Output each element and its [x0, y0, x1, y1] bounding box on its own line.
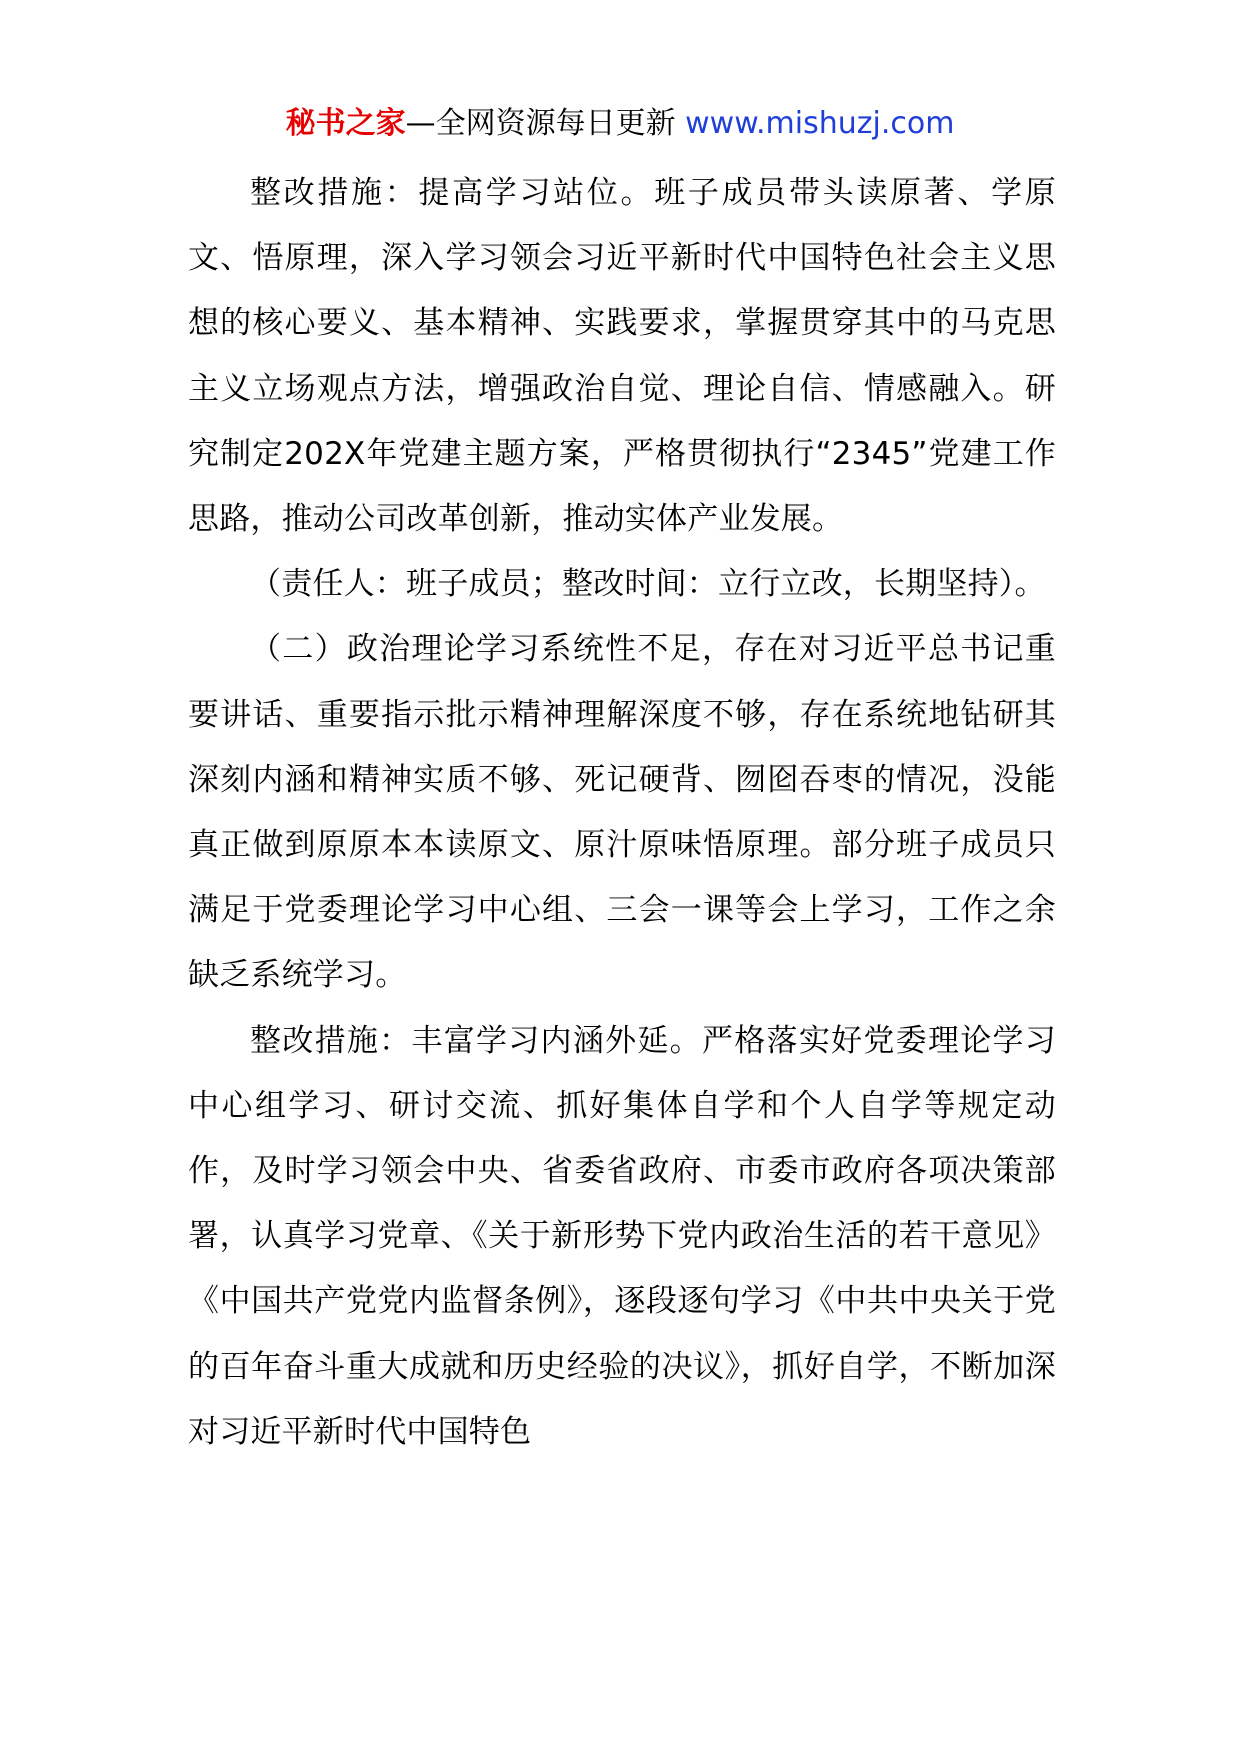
page-header	[0, 98, 1240, 150]
paragraph-rectification-measures-2: 整改措施：丰富学习内涵外延。严格落实好党委理论学习中心组学习、研讨交流、抓好集体自学和个人自学等规定动作，及时学习领会中央、省委省政府、市委市政府各项决策部署，认真学习党章、《关于新形势下党内政治生活的若干意见》《中国共产党党内监督条例》，逐段逐句学习《中共中央关于党的百年奋斗重大成就和历史经验的决议》，抓好自学，不断加深对习近平新时代中国特色	[188, 1022, 1056, 1450]
document-body	[188, 161, 1056, 1465]
site-url: www.mishuzj.com	[685, 106, 955, 141]
header-slogan: —全网资源每日更新	[405, 106, 676, 141]
paragraph-rectification-measures-1: 整改措施：提高学习站位。班子成员带头读原著、学原文、悟原理，深入学习领会习近平新时代中国特色社会主义思想的核心要义、基本精神、实践要求，掌握贯穿其中的马克思主义立场观点方法，增强政治自觉、理论自信、情感融入。研究制定202X年党建主题方案，严格贯彻执行“2345”党建工作思路，推动公司改革创新，推动实体产业发展。	[188, 175, 1056, 538]
brand-name: 秘书之家	[285, 106, 406, 141]
paragraph-problem-two: （二）政治理论学习系统性不足，存在对习近平总书记重要讲话、重要指示批示精神理解深度不够，存在系统地钻研其深刻内涵和精神实质不够、死记硬背、囫囵吞枣的情况，没能真正做到原原本本读原文、原汁原味悟原理。部分班子成员只满足于党委理论学习中心组、三会一课等会上学习，工作之余缺乏系统学习。	[188, 631, 1056, 994]
paragraph-responsibility-note: （责任人：班子成员；整改时间：立行立改，长期坚持）。	[250, 566, 1046, 603]
